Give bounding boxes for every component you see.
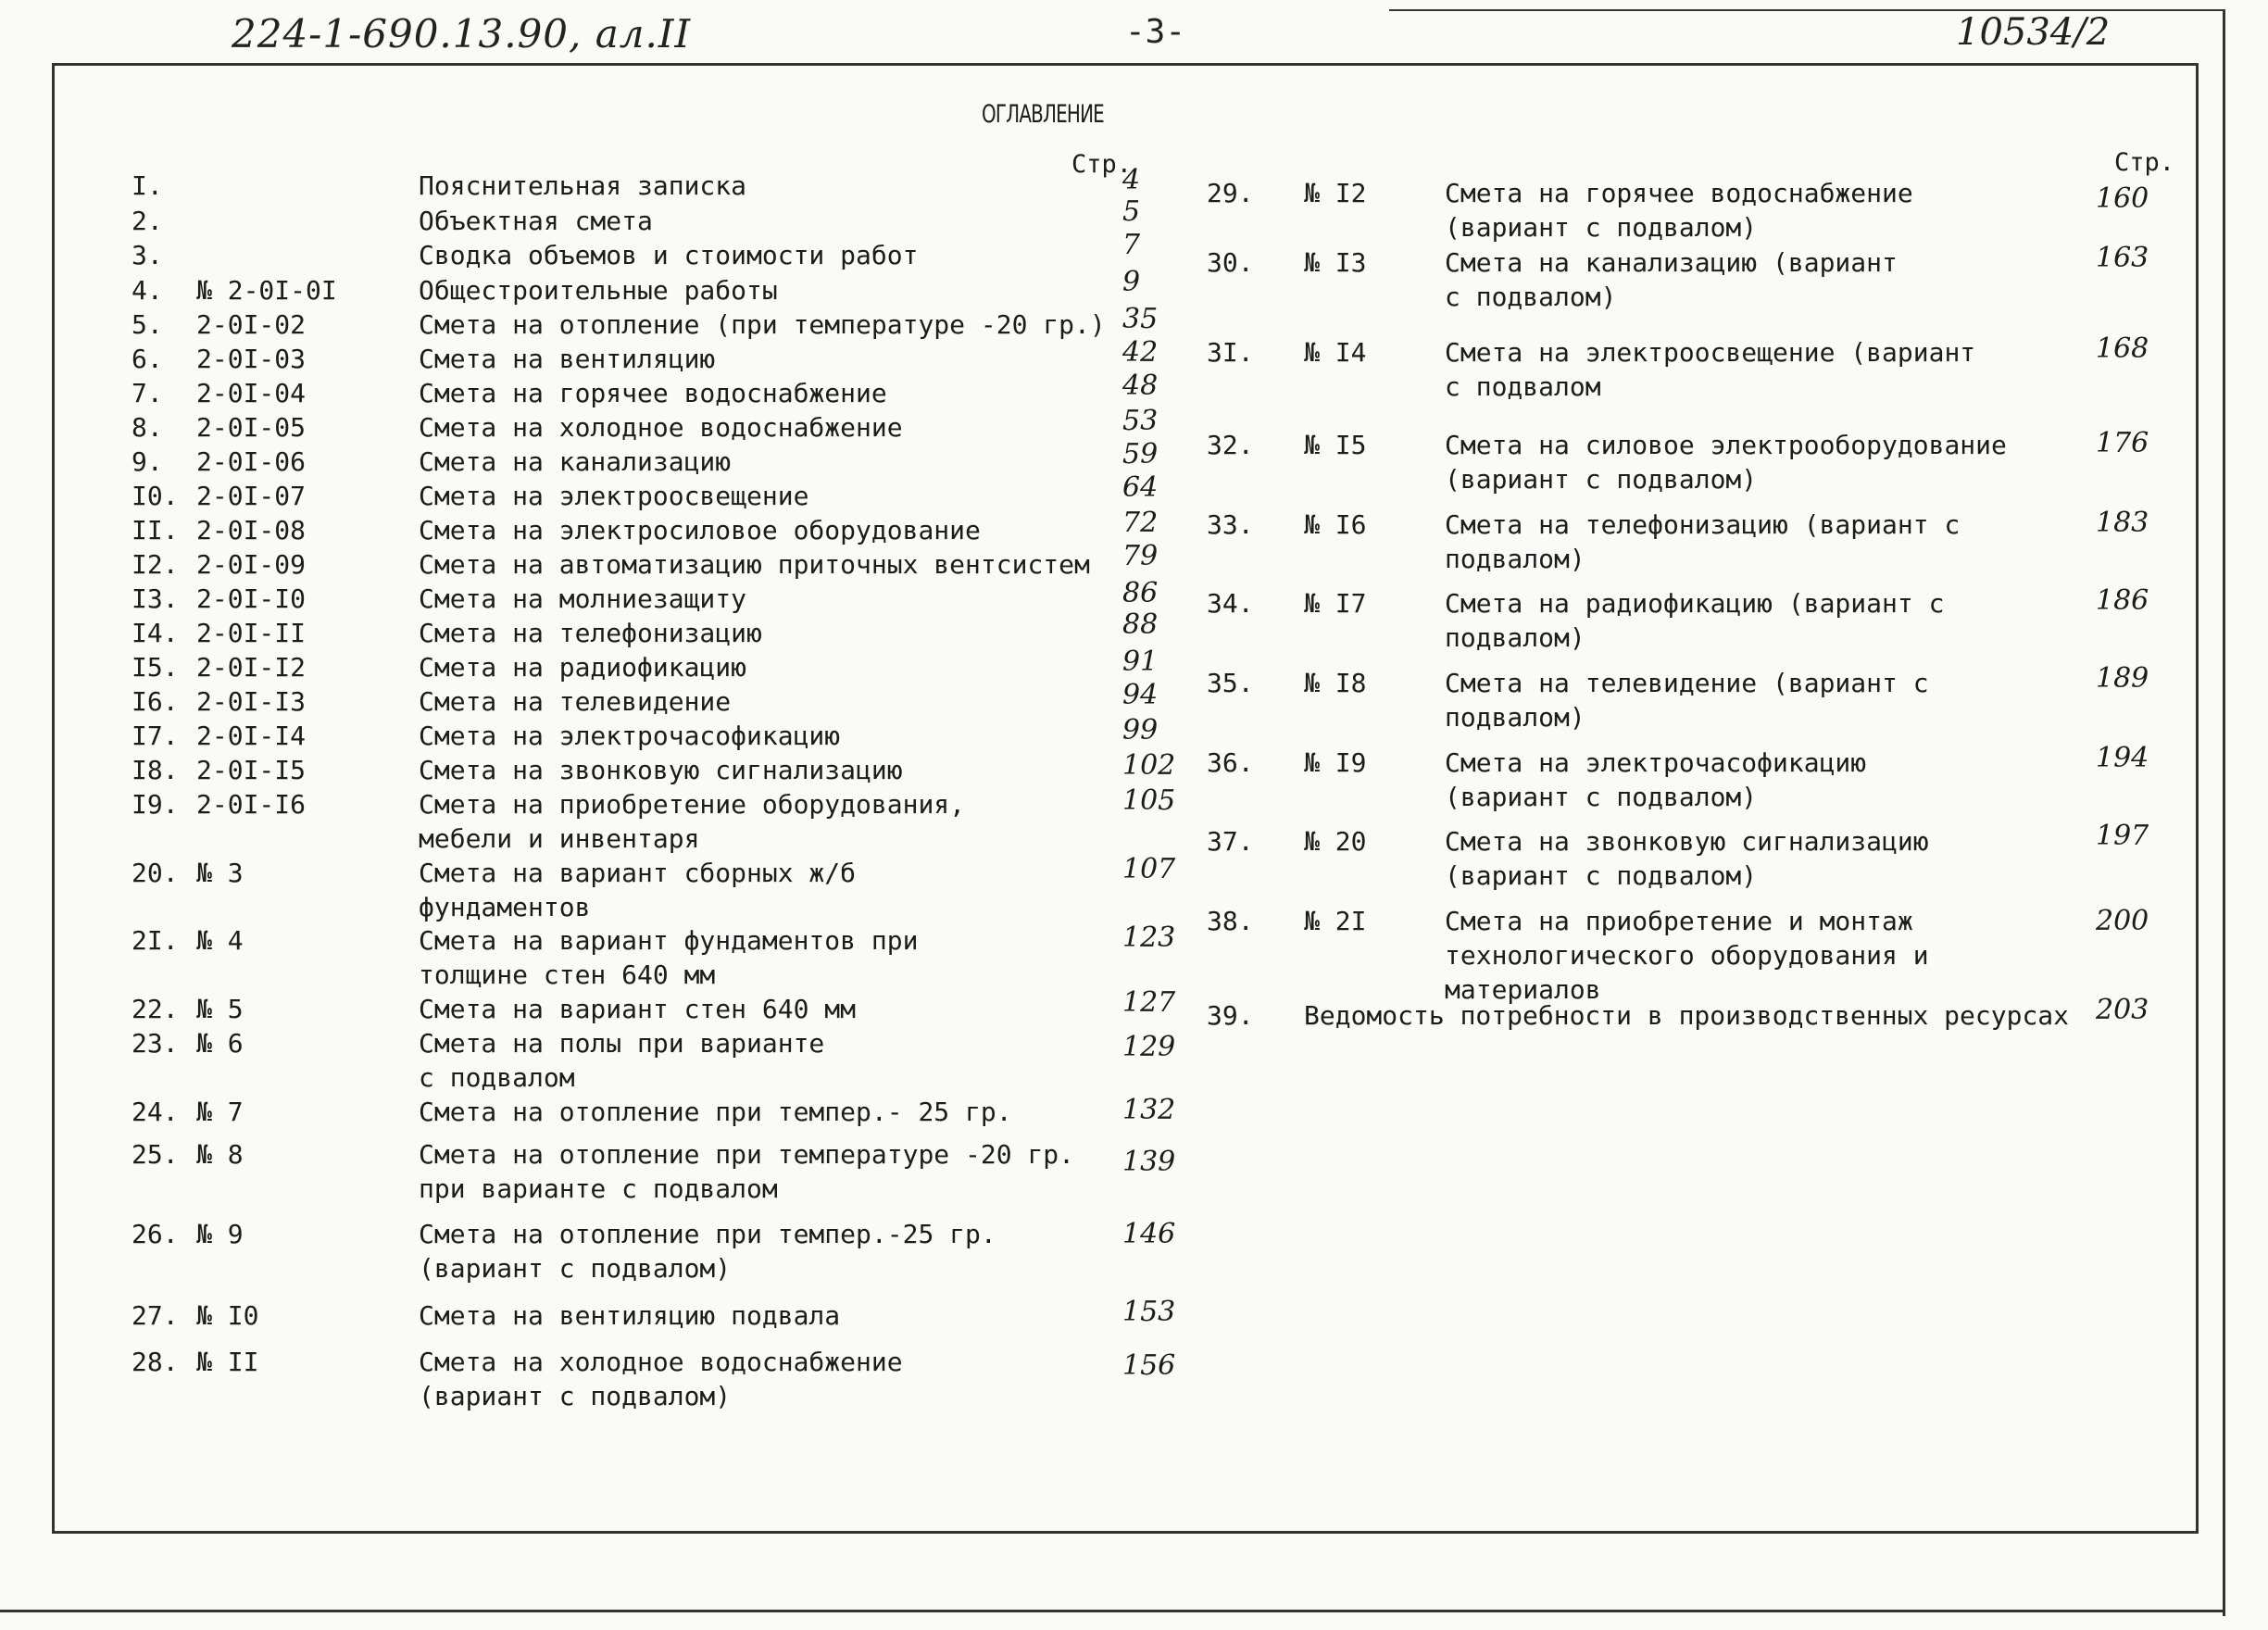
entry-page: 94 (1122, 679, 1159, 711)
entry-page: 99 (1122, 714, 1159, 746)
entry-page: 197 (2096, 820, 2149, 852)
entry-code: 2-0I-II (196, 618, 307, 648)
entry-title: Смета на холодное водоснабжение (419, 1347, 903, 1377)
entry-code: 2-0I-09 (196, 549, 307, 580)
entry-title: (вариант с подвалом) (419, 1253, 732, 1284)
entry-code: № I6 (1304, 509, 1367, 540)
entry-title: Смета на приобретение оборудования, (419, 789, 966, 820)
entry-title: Сводка объемов и стоимости работ (419, 240, 919, 270)
entry-title: Смета на горячее водоснабжение (419, 378, 887, 408)
entry-index: 2I. (132, 925, 179, 956)
entry-code: 2-0I-05 (196, 412, 307, 443)
entry-title: Смета на электросиловое оборудование (419, 515, 981, 545)
entry-page: 186 (2096, 584, 2149, 617)
entry-index: 22. (132, 994, 179, 1024)
entry-title: Смета на вентиляцию (419, 344, 716, 374)
entry-code: 2-0I-I0 (196, 583, 307, 614)
page-number: -3- (1125, 13, 1186, 51)
entry-page: 5 (1122, 195, 1141, 228)
entry-page: 123 (1122, 922, 1176, 954)
entry-title: Ведомость потребности в производственных ресурсах (1304, 1000, 2070, 1031)
entry-title: (вариант с подвалом) (1445, 860, 1758, 891)
entry-title: Смета на электрочасофикацию (419, 721, 841, 751)
entry-page: 168 (2096, 332, 2149, 365)
entry-title: Смета на приобретение и монтаж (1445, 906, 1913, 936)
entry-code: № I9 (1304, 747, 1367, 778)
entry-index: 37. (1207, 826, 1254, 857)
entry-title: Смета на автоматизацию приточных вентсистем (419, 549, 1090, 580)
entry-page: 183 (2096, 507, 2149, 539)
entry-title: подвалом) (1445, 622, 1585, 653)
entry-index: 7. (132, 378, 163, 408)
entry-code: № 20 (1304, 826, 1367, 857)
entry-page: 132 (1122, 1094, 1176, 1126)
entry-title: Смета на электрочасофикацию (1445, 747, 1867, 778)
entry-title: материалов (1445, 974, 1601, 1005)
entry-title: Смета на радиофикацию (419, 652, 747, 683)
entry-title: (вариант с подвалом) (1445, 782, 1758, 812)
entry-code: 2-0I-03 (196, 344, 307, 374)
entry-title: с подвалом (1445, 371, 1601, 402)
entry-title: Смета на канализацию (вариант (1445, 247, 1898, 278)
entry-index: 26. (132, 1219, 179, 1249)
entry-code: № I3 (1304, 247, 1367, 278)
entry-index: 30. (1207, 247, 1254, 278)
entry-code: № 8 (196, 1139, 244, 1170)
entry-title: Смета на телевидение (419, 686, 732, 717)
entry-page: 64 (1122, 471, 1159, 504)
entry-index: I9. (132, 789, 179, 820)
entry-index: II. (132, 515, 179, 545)
entry-index: I8. (132, 755, 179, 785)
entry-page: 203 (2096, 994, 2149, 1026)
entry-index: 5. (132, 309, 163, 340)
entry-page: 88 (1122, 608, 1159, 641)
entry-page: 72 (1122, 507, 1159, 539)
entry-title: Смета на вентиляцию подвала (419, 1300, 841, 1331)
entry-title: Смета на вариант фундаментов при (419, 925, 919, 956)
entry-title: (вариант с подвалом) (1445, 464, 1758, 495)
entry-index: I6. (132, 686, 179, 717)
entry-index: I3. (132, 583, 179, 614)
entry-code: № 7 (196, 1097, 244, 1127)
entry-title: Смета на полы при варианте (419, 1028, 825, 1059)
entry-title: с подвалом) (1445, 282, 1617, 312)
entry-code: 2-0I-I5 (196, 755, 307, 785)
entry-code: 2-0I-07 (196, 481, 307, 511)
entry-code: № II (196, 1347, 259, 1377)
entry-code: 2-0I-02 (196, 309, 307, 340)
entry-title: Смета на отопление при темпер.-25 гр. (419, 1219, 996, 1249)
entry-title: Смета на звонковую сигнализацию (419, 755, 903, 785)
entry-index: I4. (132, 618, 179, 648)
entry-title: Пояснительная записка (419, 170, 747, 201)
entry-page: 79 (1122, 540, 1159, 572)
entry-title: Смета на силовое электрооборудование (1445, 430, 2007, 460)
entry-page: 163 (2096, 242, 2149, 274)
entry-code: 2-0I-04 (196, 378, 307, 408)
entry-code: № 3 (196, 858, 244, 888)
entry-title: фундаментов (419, 892, 591, 922)
entry-page: 42 (1122, 336, 1159, 369)
entry-code: 2-0I-06 (196, 446, 307, 477)
entry-title: Смета на электроосвещение (419, 481, 809, 511)
entry-page: 9 (1122, 266, 1141, 298)
entry-code: № I8 (1304, 668, 1367, 698)
entry-title: технологического оборудования и (1445, 940, 1929, 971)
entry-title: при варианте с подвалом (419, 1173, 778, 1204)
entry-index: 33. (1207, 509, 1254, 540)
toc-title: ОГЛАВЛЕНИЕ (982, 100, 1104, 129)
entry-page: 4 (1122, 164, 1141, 196)
entry-code: № I2 (1304, 178, 1367, 208)
entry-page: 86 (1122, 577, 1159, 609)
entry-page: 127 (1122, 986, 1176, 1019)
entry-page: 102 (1122, 749, 1176, 782)
entry-title: Смета на звонковую сигнализацию (1445, 826, 1929, 857)
entry-index: 20. (132, 858, 179, 888)
entry-index: 9. (132, 446, 163, 477)
entry-title: Смета на молниезащиту (419, 583, 747, 614)
entry-code: 2-0I-I3 (196, 686, 307, 717)
entry-index: 8. (132, 412, 163, 443)
entry-page: 7 (1122, 229, 1141, 261)
entry-index: 29. (1207, 178, 1254, 208)
entry-page: 160 (2096, 182, 2149, 215)
entry-title: подвалом) (1445, 702, 1585, 733)
entry-index: I. (132, 170, 163, 201)
entry-code: № 5 (196, 994, 244, 1024)
entry-code: № 2-0I-0I (196, 275, 337, 306)
entry-title: Смета на телефонизацию (вариант с (1445, 509, 1961, 540)
entry-page: 189 (2096, 662, 2149, 695)
entry-title: Смета на радиофикацию (вариант с (1445, 588, 1945, 619)
entry-index: 35. (1207, 668, 1254, 698)
entry-index: I2. (132, 549, 179, 580)
entry-title: Смета на горячее водоснабжение (1445, 178, 1913, 208)
entry-page: 156 (1122, 1349, 1176, 1382)
entry-title: Общестроительные работы (419, 275, 778, 306)
entry-index: I5. (132, 652, 179, 683)
entry-index: 38. (1207, 906, 1254, 936)
entry-index: 27. (132, 1300, 179, 1331)
entry-title: Смета на телевидение (вариант с (1445, 668, 1929, 698)
outer-frame-bottom (0, 1610, 2224, 1612)
entry-index: 25. (132, 1139, 179, 1170)
entry-title: Смета на телефонизацию (419, 618, 762, 648)
entry-page: 176 (2096, 427, 2149, 459)
entry-page: 105 (1122, 784, 1176, 817)
entry-title: с подвалом (419, 1062, 575, 1093)
entry-code: № I7 (1304, 588, 1367, 619)
entry-title: Смета на вариант сборных ж/б (419, 858, 857, 888)
entry-code: 2-0I-08 (196, 515, 307, 545)
entry-title: Смета на канализацию (419, 446, 732, 477)
entry-page: 200 (2096, 905, 2149, 937)
entry-index: 2. (132, 206, 163, 236)
outer-frame-right (2223, 9, 2225, 1616)
entry-page: 53 (1122, 405, 1159, 437)
entry-code: № 4 (196, 925, 244, 956)
page-column-header-left: Стр. (1071, 150, 1133, 179)
entry-code: 2-0I-I4 (196, 721, 307, 751)
entry-page: 194 (2096, 742, 2149, 774)
entry-index: 34. (1207, 588, 1254, 619)
entry-index: I0. (132, 481, 179, 511)
entry-code: № 2I (1304, 906, 1367, 936)
entry-code: 2-0I-I6 (196, 789, 307, 820)
entry-title: Смета на холодное водоснабжение (419, 412, 903, 443)
page-column-header-right: Стр. (2114, 148, 2175, 177)
entry-code: № 9 (196, 1219, 244, 1249)
entry-index: 23. (132, 1028, 179, 1059)
entry-index: 28. (132, 1347, 179, 1377)
entry-index: 36. (1207, 747, 1254, 778)
entry-page: 107 (1122, 853, 1176, 885)
entry-index: 3. (132, 240, 163, 270)
entry-title: (вариант с подвалом) (419, 1381, 732, 1411)
entry-page: 139 (1122, 1146, 1176, 1178)
entry-code: 2-0I-I2 (196, 652, 307, 683)
entry-code: № I0 (196, 1300, 259, 1331)
entry-index: 3I. (1207, 337, 1254, 368)
entry-page: 48 (1122, 370, 1159, 402)
entry-title: толщине стен 640 мм (419, 959, 716, 990)
entry-title: (вариант с подвалом) (1445, 212, 1758, 243)
entry-code: № I4 (1304, 337, 1367, 368)
entry-page: 91 (1122, 646, 1159, 678)
entry-title: Смета на электроосвещение (вариант (1445, 337, 1976, 368)
entry-page: 59 (1122, 438, 1159, 470)
entry-title: Смета на отопление при темпер.- 25 гр. (419, 1097, 1012, 1127)
entry-index: I7. (132, 721, 179, 751)
entry-index: 6. (132, 344, 163, 374)
entry-index: 39. (1207, 1000, 1254, 1031)
entry-title: Смета на отопление (при температуре -20 гр.) (419, 309, 1106, 340)
entry-code: № 6 (196, 1028, 244, 1059)
entry-index: 4. (132, 275, 163, 306)
entry-index: 32. (1207, 430, 1254, 460)
entry-title: подвалом) (1445, 544, 1585, 574)
entry-code: № I5 (1304, 430, 1367, 460)
entry-page: 129 (1122, 1031, 1176, 1063)
entry-title: мебели и инвентаря (419, 823, 700, 854)
entry-title: Смета на вариант стен 640 мм (419, 994, 857, 1024)
entry-title: Объектная смета (419, 206, 653, 236)
document-number: 10534/2 (1956, 11, 2111, 54)
entry-title: Смета на отопление при температуре -20 гр. (419, 1139, 1075, 1170)
entry-index: 24. (132, 1097, 179, 1127)
entry-page: 153 (1122, 1296, 1176, 1328)
entry-page: 35 (1122, 303, 1159, 335)
document-code: 224-1-690.13.90, ал.II (232, 11, 692, 56)
entry-page: 146 (1122, 1218, 1176, 1250)
